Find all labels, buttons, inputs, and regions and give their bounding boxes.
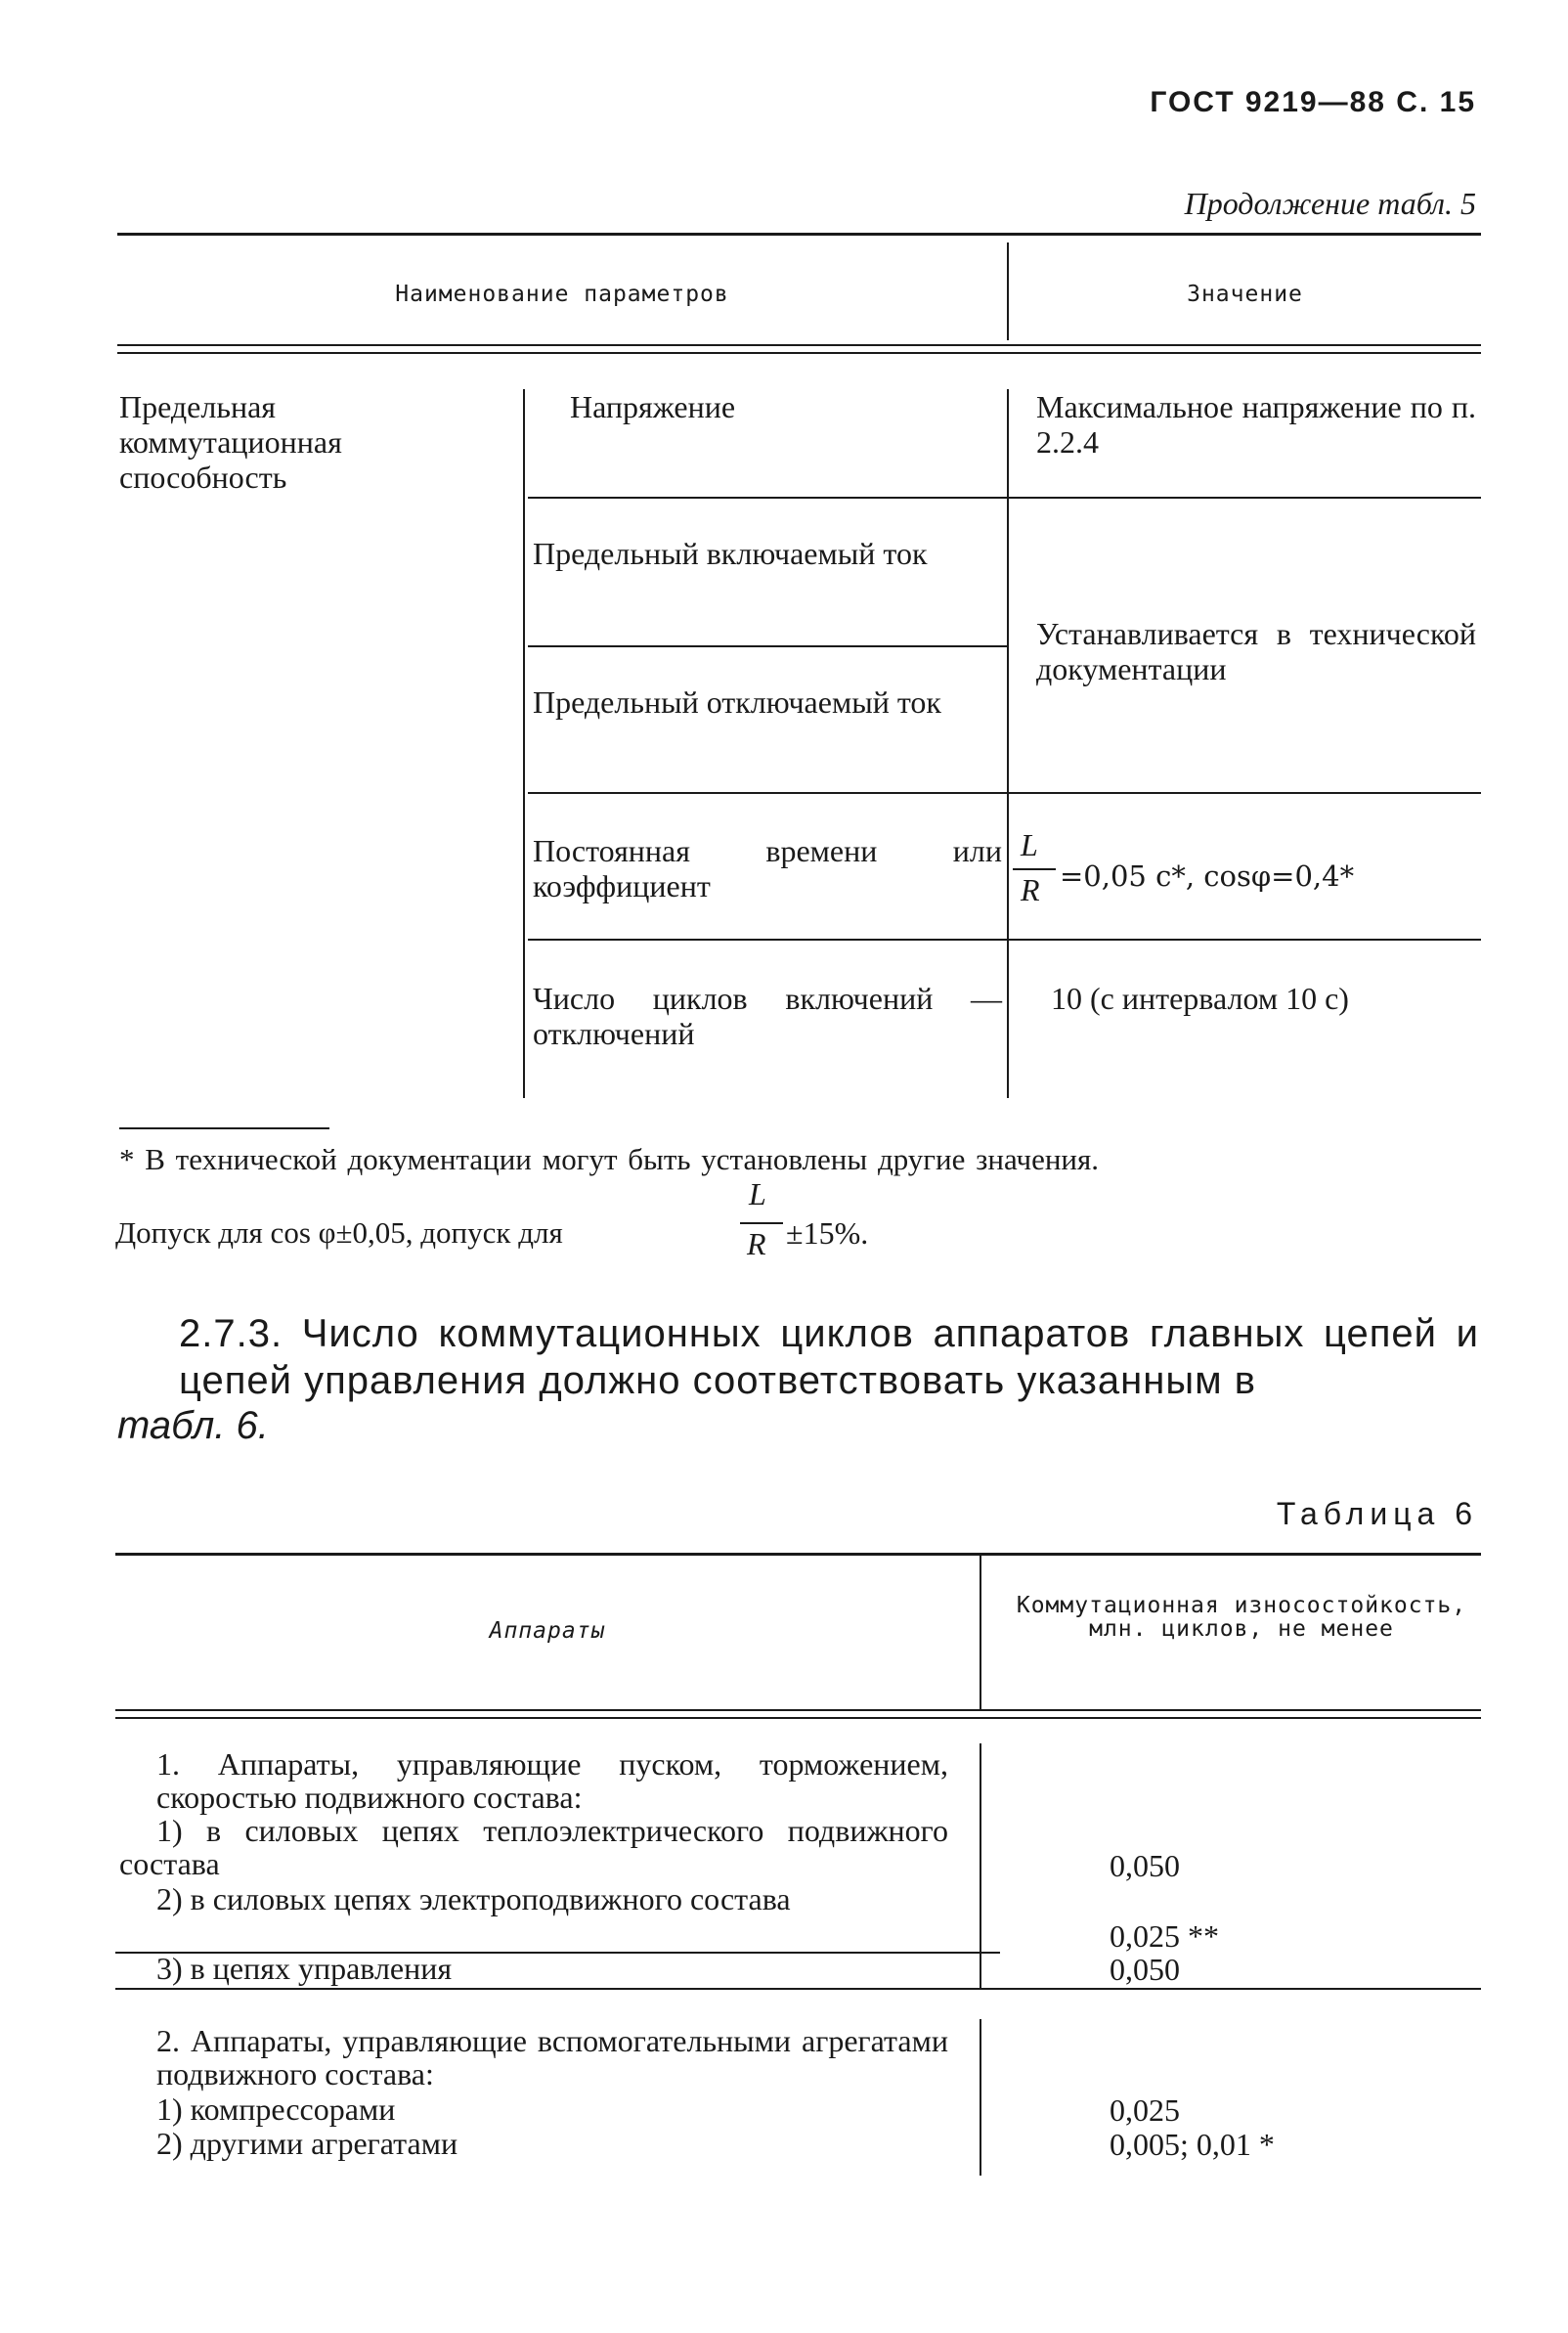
param-time-constant: Постоянная времени или коэффициент xyxy=(533,833,1002,903)
param-breaking-current: Предельный отключаемый ток xyxy=(533,684,941,720)
group-2-item-2: 2) другими агрегатами xyxy=(156,2126,458,2161)
group-2-value-1: 0,025 xyxy=(1110,2092,1180,2128)
group-1-value-2: 0,025 ** xyxy=(1110,1918,1219,1954)
group-2-value-2: 0,005; 0,01 * xyxy=(1110,2127,1275,2162)
group-1-item-2: 2) в силовых цепях электроподвижного состава xyxy=(156,1881,791,1916)
footnote-line-1: * В технической документации могут быть установлены другие значения. xyxy=(119,1142,1100,1176)
value-cycles: 10 (с интервалом 10 с) xyxy=(1051,981,1349,1016)
group-2-title: 2. Аппараты, управляющие вспомогательными агрегатами подвижного состава: xyxy=(156,2023,948,2091)
value-merged-documentation: Устанавливается в технической документации xyxy=(1036,616,1476,686)
column-header-devices: Аппараты xyxy=(489,1618,606,1644)
paragraph-table-ref: табл. 6. xyxy=(117,1404,269,1447)
param-voltage: Напряжение xyxy=(570,389,736,424)
group-label: Предельная коммутационная способность xyxy=(119,389,342,495)
footnote-fraction-numerator: L xyxy=(749,1176,766,1211)
param-cycles: Число циклов включений — отключений xyxy=(533,981,1002,1051)
table-continuation-label: Продолжение табл. 5 xyxy=(1184,186,1476,221)
fraction-denominator: R xyxy=(1021,872,1040,907)
fraction-numerator: L xyxy=(1021,827,1038,862)
group-1-title: 1. Аппараты, управляющие пуском, торможением, скоростью подвижного состава: xyxy=(156,1746,948,1815)
footnote-line-2a: Допуск для cos φ±0,05, допуск для xyxy=(115,1215,563,1250)
group-1-item-3: 3) в цепях управления xyxy=(156,1951,453,1986)
paragraph-2-7-3 xyxy=(179,1310,1479,1404)
column-header-wear: Коммутационная износостойкость, млн. циклов, не менее xyxy=(1016,1593,1467,1642)
table-6-caption: Таблица 6 xyxy=(1276,1496,1478,1531)
footnote-line-2b: ±15%. xyxy=(786,1215,869,1251)
value-time-constant: =0,05 с*, cosφ=0,4* xyxy=(1060,859,1355,893)
group-2-item-1: 1) компрессорами xyxy=(156,2091,396,2127)
paragraph-text: 2.7.3. Число коммутационных циклов аппаратов главных цепей и цепей управления должно соответствовать указанным в xyxy=(179,1312,1479,1402)
value-voltage: Максимальное напряжение по п. 2.2.4 xyxy=(1036,389,1476,460)
group-1-item-1: 1) в силовых цепях теплоэлектрического подвижного состава xyxy=(119,1813,948,1881)
column-header-parameters: Наименование параметров xyxy=(395,282,729,307)
group-1-value-1: 0,050 xyxy=(1110,1848,1180,1883)
footnote-divider xyxy=(119,1127,329,1129)
footnote-fraction-denominator: R xyxy=(747,1226,766,1261)
page-header-doc-ref: ГОСТ 9219—88 С. 15 xyxy=(1150,86,1476,118)
group-1-value-3: 0,050 xyxy=(1110,1952,1180,1987)
column-header-value: Значение xyxy=(1187,282,1303,307)
param-making-current: Предельный включаемый ток xyxy=(533,536,928,571)
